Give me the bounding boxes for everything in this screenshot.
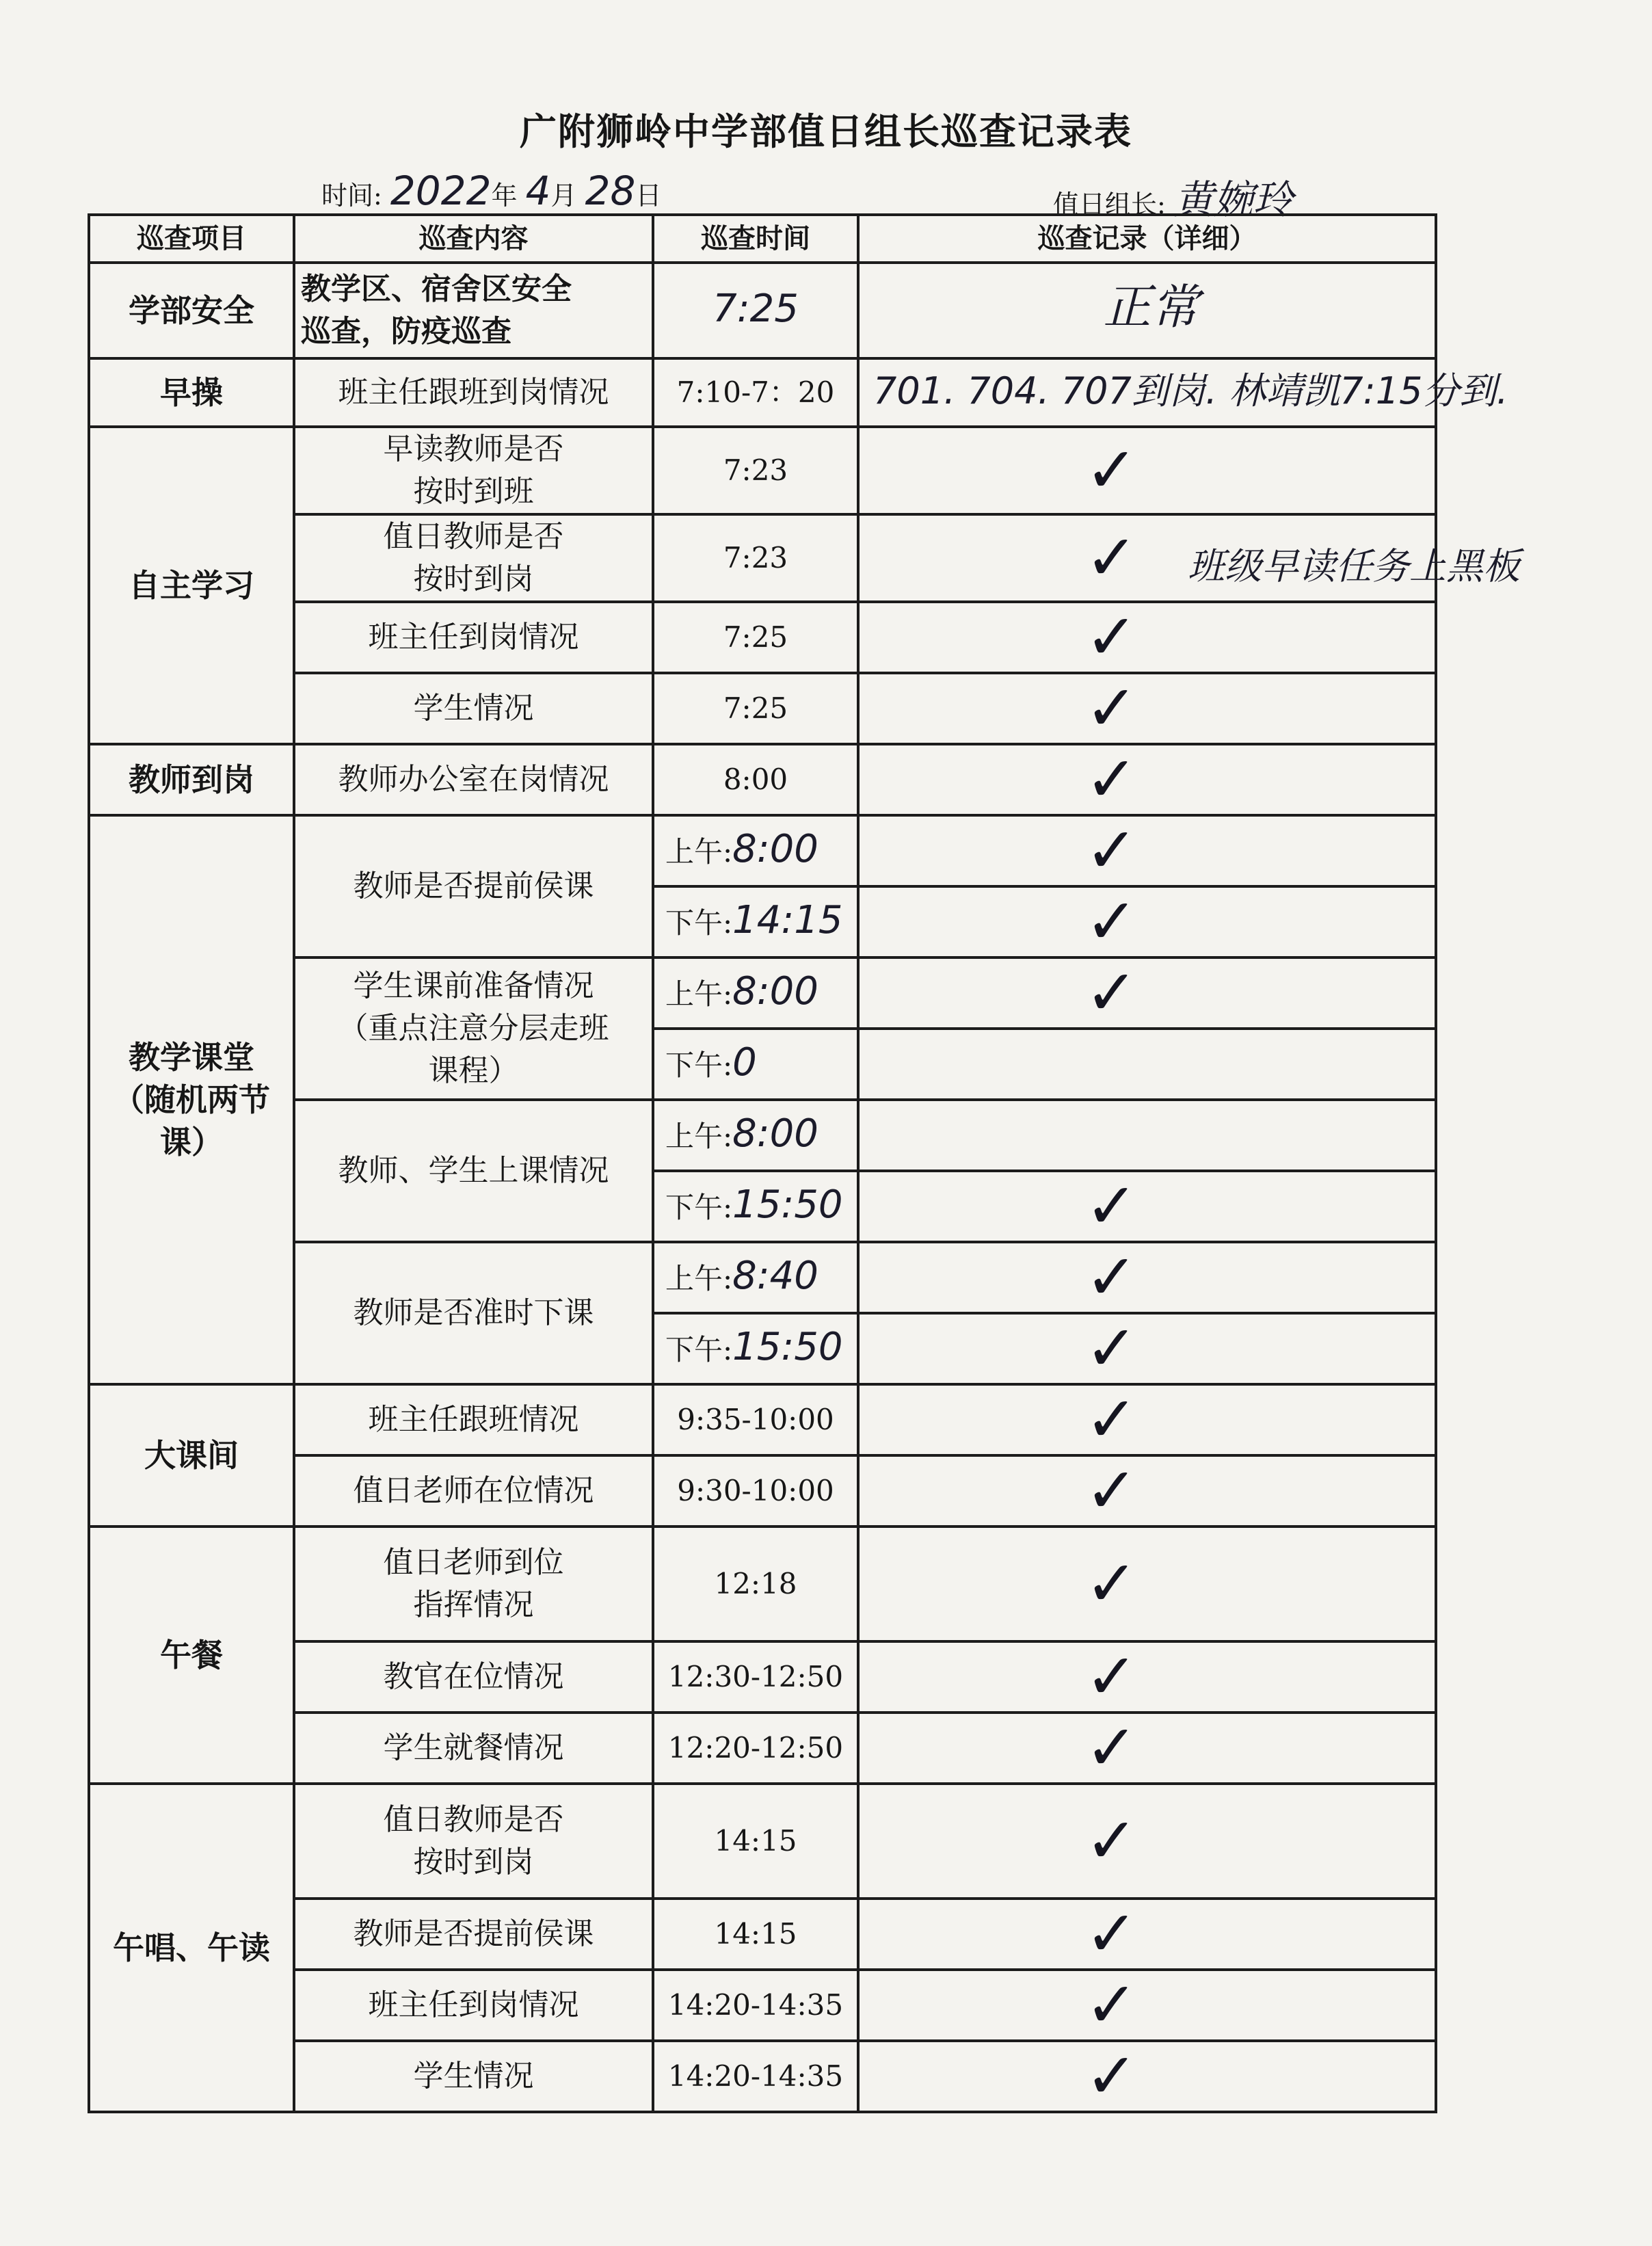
record-cell (858, 427, 1436, 514)
checkmark-icon: ✓ (1085, 814, 1138, 887)
am-label: 上午: (665, 1120, 733, 1153)
time-value: 8:00 (732, 827, 818, 871)
time-cell (653, 1100, 858, 1171)
leader-label: 值日组长: (1053, 189, 1166, 220)
time-cell: 14:15 (653, 1899, 858, 1970)
content-cell (294, 957, 653, 1100)
date-label: 时间: (321, 181, 382, 211)
table-row (89, 744, 1436, 815)
time-value: 15:50 (732, 1183, 843, 1227)
pm-label: 下午: (665, 1333, 733, 1366)
checkmark-icon: ✓ (1085, 1897, 1138, 1970)
leader-signature: 黄婉玲 (1173, 176, 1293, 223)
time-cell (653, 815, 858, 886)
record-cell (858, 1455, 1436, 1527)
date-day: 28 (585, 168, 636, 214)
pm-label: 下午: (665, 1048, 733, 1082)
checkmark-icon: ✓ (1085, 1241, 1138, 1314)
category-cell: 自主学习 (89, 427, 294, 744)
record-cell (858, 1713, 1436, 1784)
checkmark-icon: ✓ (1085, 1170, 1138, 1243)
record-cell (858, 514, 1520, 602)
record-cell (858, 358, 1508, 427)
date-line (321, 168, 661, 214)
time-value: 15:50 (732, 1325, 843, 1369)
content-line: 指挥情况 (413, 1587, 534, 1622)
record-cell (858, 1527, 1436, 1641)
date-month: 4 (525, 168, 551, 214)
checkmark-icon: ✓ (1085, 672, 1138, 745)
checkmark-icon: ✓ (1085, 1547, 1138, 1620)
header-item: 巡查项目 (89, 215, 294, 263)
table-row (89, 1784, 1436, 1899)
checkmark-icon: ✓ (1085, 1312, 1138, 1385)
record-cell (858, 886, 1436, 957)
content-cell: 班主任到岗情况 (294, 1970, 653, 2041)
time-cell: 7:23 (653, 427, 858, 514)
content-line: 早读教师是否 (383, 432, 564, 466)
category-cell: 大课间 (89, 1384, 294, 1527)
time-cell: 8:00 (653, 744, 858, 815)
time-cell: 14:20-14:35 (653, 2041, 858, 2112)
checkmark-icon: ✓ (1085, 956, 1138, 1029)
checkmark-icon: ✓ (1085, 1640, 1138, 1713)
content-line: 课程） (428, 1053, 519, 1088)
checkmark-icon: ✓ (1085, 1711, 1138, 1784)
record-cell (858, 1384, 1436, 1455)
time-cell: 7:25 (653, 602, 858, 673)
checkmark-icon: ✓ (1085, 2039, 1138, 2113)
checkmark-icon: ✓ (1085, 743, 1138, 816)
time-cell: 14:20-14:35 (653, 1970, 858, 2041)
time-cell (653, 263, 858, 358)
content-line: 按时到岗 (413, 1845, 534, 1879)
category-line: （随机两节 (113, 1081, 270, 1118)
month-suffix: 月 (550, 181, 577, 211)
content-cell: 班主任到岗情况 (294, 602, 653, 673)
content-cell: 教师是否提前侯课 (294, 1899, 653, 1970)
content-line: 学生课前准备情况 (353, 968, 594, 1003)
checkmark-icon: ✓ (1085, 1383, 1138, 1456)
time-cell: 7:25 (653, 673, 858, 744)
category-cell: 教师到岗 (89, 744, 294, 815)
record-cell (858, 1171, 1436, 1242)
record-cell (858, 957, 1436, 1029)
pm-label: 下午: (665, 1191, 733, 1224)
record-cell (858, 1784, 1436, 1899)
record-text: 701. 704. 707到岗. 林靖凯7:15分到. (873, 369, 1508, 412)
record-text: 正常 (1103, 279, 1199, 335)
time-cell: 12:20-12:50 (653, 1713, 858, 1784)
record-cell (858, 1029, 1436, 1100)
category-cell (89, 815, 294, 1384)
record-cell (858, 2041, 1436, 2112)
time-cell: 14:15 (653, 1784, 858, 1899)
time-cell (653, 1171, 858, 1242)
content-cell: 学生情况 (294, 673, 653, 744)
content-cell (294, 1527, 653, 1641)
record-cell (858, 815, 1436, 886)
content-cell: 班主任跟班到岗情况 (294, 358, 653, 427)
time-cell (653, 1242, 858, 1313)
time-cell (653, 1313, 858, 1384)
time-value: 14:15 (732, 898, 843, 942)
category-line: 课） (160, 1124, 223, 1161)
checkmark-icon: ✓ (1085, 1454, 1138, 1527)
record-cell (858, 1970, 1436, 2041)
pm-label: 下午: (665, 906, 733, 940)
content-cell: 学生就餐情况 (294, 1713, 653, 1784)
category-cell: 午唱、午读 (89, 1784, 294, 2112)
content-cell: 教师办公室在岗情况 (294, 744, 653, 815)
table-row (89, 358, 1436, 427)
content-cell (294, 263, 653, 358)
content-cell (294, 427, 653, 514)
time-value: 7:25 (712, 287, 799, 331)
record-cell (858, 1899, 1436, 1970)
content-cell (294, 1784, 653, 1899)
time-value: 8:40 (732, 1254, 818, 1298)
content-cell: 班主任跟班情况 (294, 1384, 653, 1455)
time-cell: 7:23 (653, 514, 858, 602)
checkmark-icon: ✓ (1085, 434, 1138, 507)
inspection-table (88, 213, 1520, 2113)
header-time: 巡查时间 (653, 215, 858, 263)
record-cell (858, 744, 1436, 815)
am-label: 上午: (665, 977, 733, 1011)
time-cell (653, 1029, 858, 1100)
category-line: 教学课堂 (129, 1039, 254, 1076)
time-cell: 9:35-10:00 (653, 1384, 858, 1455)
record-cell (858, 1242, 1436, 1313)
content-cell: 教师是否提前侯课 (294, 815, 653, 957)
content-line: 值日教师是否 (383, 519, 564, 554)
content-cell: 教师是否准时下课 (294, 1242, 653, 1384)
content-cell: 值日老师在位情况 (294, 1455, 653, 1527)
day-suffix: 日 (635, 181, 662, 211)
header-record: 巡查记录（详细） (858, 215, 1436, 263)
handwritten-note: 班级早读任务上黑板 (1188, 544, 1520, 588)
table-row (89, 427, 1436, 514)
checkmark-icon: ✓ (1085, 1968, 1138, 2042)
content-line: 巡查，防疫巡查 (301, 314, 511, 349)
time-cell (653, 957, 858, 1029)
am-label: 上午: (665, 835, 733, 869)
time-cell (653, 886, 858, 957)
category-cell: 早操 (89, 358, 294, 427)
record-cell (858, 1100, 1436, 1171)
time-cell: 12:30-12:50 (653, 1641, 858, 1713)
time-cell: 7:10-7：20 (653, 358, 858, 427)
record-cell (858, 263, 1436, 358)
checkmark-icon: ✓ (1085, 1804, 1138, 1877)
table-header-row (89, 215, 1436, 263)
table-row (89, 1527, 1436, 1641)
checkmark-icon: ✓ (1085, 885, 1138, 958)
record-cell (858, 1313, 1436, 1384)
category-cell: 学部安全 (89, 263, 294, 358)
category-cell: 午餐 (89, 1527, 294, 1784)
content-line: 按时到岗 (413, 562, 534, 596)
page-title: 广附狮岭中学部值日组长巡查记录表 (520, 109, 1132, 153)
time-value: 0 (732, 1040, 757, 1085)
content-line: 按时到班 (413, 474, 534, 509)
time-cell: 12:18 (653, 1527, 858, 1641)
header-content: 巡查内容 (294, 215, 653, 263)
time-value: 8:00 (732, 969, 818, 1014)
content-cell: 教师、学生上课情况 (294, 1100, 653, 1242)
am-label: 上午: (665, 1262, 733, 1295)
record-cell (858, 1641, 1436, 1713)
record-cell (858, 673, 1436, 744)
content-cell (294, 514, 653, 602)
checkmark-icon: ✓ (1085, 521, 1138, 594)
table-row (89, 815, 1436, 886)
content-line: 值日教师是否 (383, 1802, 564, 1837)
content-line: 值日老师到位 (383, 1545, 564, 1580)
content-cell: 学生情况 (294, 2041, 653, 2112)
content-line: 教学区、宿舍区安全 (301, 272, 572, 306)
time-value: 8:00 (732, 1111, 818, 1156)
date-year: 2022 (390, 168, 492, 214)
table-row (89, 1384, 1436, 1455)
checkmark-icon: ✓ (1085, 600, 1138, 674)
year-suffix: 年 (491, 181, 518, 211)
content-line: （重点注意分层走班 (338, 1011, 609, 1046)
record-cell (858, 602, 1436, 673)
table-row (89, 263, 1436, 358)
content-cell: 教官在位情况 (294, 1641, 653, 1713)
time-cell: 9:30-10:00 (653, 1455, 858, 1527)
